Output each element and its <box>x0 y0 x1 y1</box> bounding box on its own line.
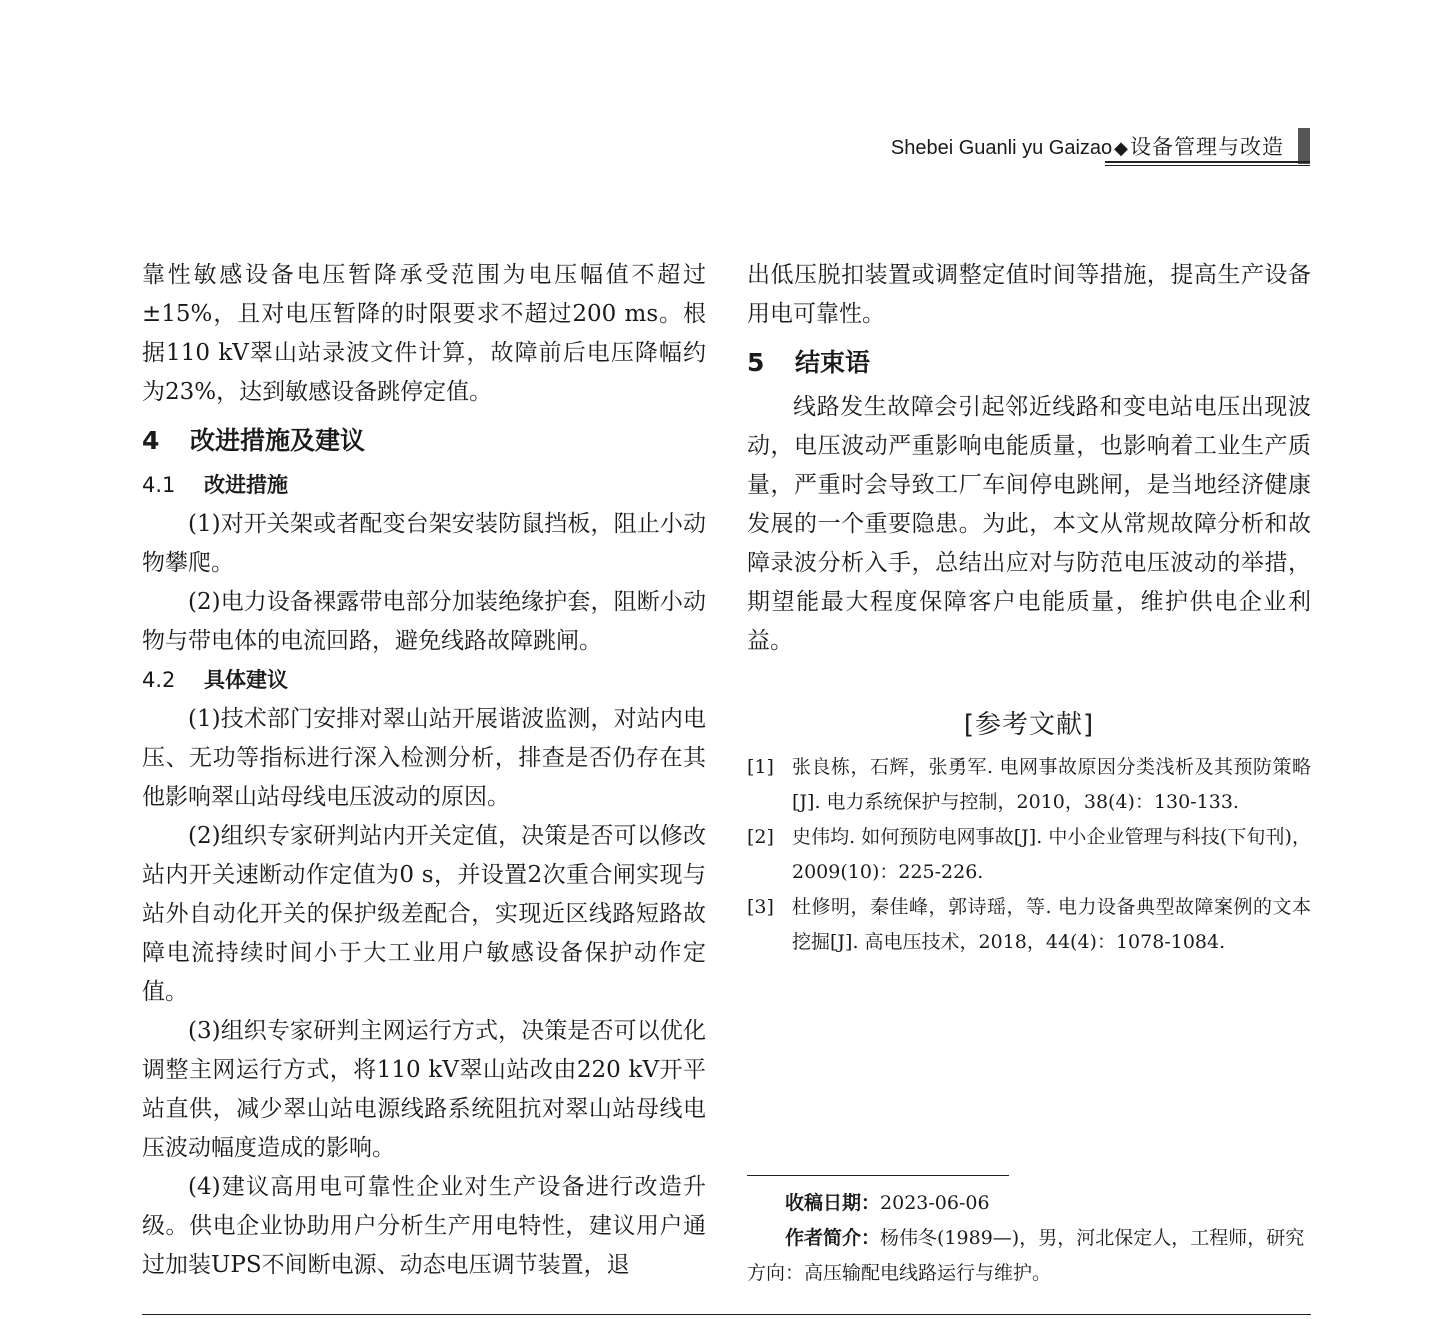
reference-text: 史伟均. 如何预防电网事故[J]. 中小企业管理与科技(下旬刊)，2009(10)：225-226. <box>792 826 1311 883</box>
subsection-title: 具体建议 <box>204 668 288 692</box>
subsection-heading-4-2 <box>142 661 706 700</box>
paragraph: (3)组织专家研判主网运行方式，决策是否可以优化调整主网运行方式，将110 kV翠山站改由220 kV开平站直供，减少翠山站电源线路系统阻抗对翠山站母线电压波动幅度造成的影响。 <box>142 1018 706 1161</box>
subsection-number: 4.1 <box>142 473 176 497</box>
author-bio <box>747 1221 1311 1291</box>
paragraph: (1)对开关架或者配变台架安装防鼠挡板，阻止小动物攀爬。 <box>142 511 706 576</box>
right-column <box>747 256 1311 661</box>
paragraph: (2)电力设备裸露带电部分加装绝缘护套，阻断小动物与带电体的电流回路，避免线路故障跳闸。 <box>142 589 706 654</box>
section-heading-5 <box>747 348 1311 378</box>
paragraph: 靠性敏感设备电压暂降承受范围为电压幅值不超过±15%，且对电压暂降的时限要求不超过200 ms。根据110 kV翠山站录波文件计算，故障前后电压降幅约为23%，达到敏感设备跳停定值。 <box>142 262 706 405</box>
page-bottom-rule <box>142 1314 1311 1315</box>
footnote-rule <box>747 1175 1009 1176</box>
header-rule <box>1105 161 1310 163</box>
received-date-label: 收稿日期： <box>785 1192 881 1214</box>
reference-item <box>747 820 1311 890</box>
section-number: 5 <box>747 348 765 377</box>
paragraph: 线路发生故障会引起邻近线路和变电站电压出现波动，电压波动严重影响电能质量，也影响着工业生产质量，严重时会导致工厂车间停电跳闸，是当地经济健康发展的一个重要隐患。为此，本文从常规故障分析和故障录波分析入手，总结出应对与防范电压波动的举措，期望能最大程度保障客户电能质量，维护供电企业利益。 <box>747 394 1311 654</box>
subsection-title: 改进措施 <box>204 473 288 497</box>
author-bio-label: 作者简介： <box>785 1227 881 1249</box>
reference-list <box>747 750 1311 960</box>
author-bio-value: 杨伟冬(1989—)，男，河北保定人，工程师，研究方向：高压输配电线路运行与维护。 <box>747 1227 1305 1284</box>
received-date-value: 2023-06-06 <box>880 1192 990 1214</box>
reference-number: [3] <box>747 896 774 918</box>
section-title: 改进措施及建议 <box>190 426 366 455</box>
reference-text: 张良栋，石辉，张勇军. 电网事故原因分类浅析及其预防策略[J]. 电力系统保护与控制，2010，38(4)：130-133. <box>792 756 1311 813</box>
paragraph: (2)组织专家研判站内开关定值，决策是否可以修改站内开关速断动作定值为0 s，并设置2次重合闸实现与站外自动化开关的保护级差配合，实现近区线路短路故障电流持续时间小于大工业用户敏感设备保护动作定值。 <box>142 823 706 1005</box>
reference-number: [1] <box>747 756 774 778</box>
reference-number: [2] <box>747 826 774 848</box>
subsection-number: 4.2 <box>142 668 176 692</box>
left-column <box>142 256 706 1285</box>
reference-text: 杜修明，秦佳峰，郭诗瑶，等. 电力设备典型故障案例的文本挖掘[J]. 高电压技术，2018，44(4)：1078-1084. <box>792 896 1311 953</box>
journal-title-latin: Shebei Guanli yu Gaizao <box>890 137 1113 159</box>
reference-item <box>747 750 1311 820</box>
section-number: 4 <box>142 426 160 455</box>
reference-item <box>747 890 1311 960</box>
references-heading: [参考文献] <box>963 710 1095 740</box>
section-heading-4 <box>142 426 706 456</box>
received-date <box>747 1186 1311 1221</box>
journal-title-chinese: 设备管理与改造 <box>1130 135 1284 159</box>
header-rule-thin <box>1105 165 1310 166</box>
section-title: 结束语 <box>795 348 871 377</box>
paragraph: (1)技术部门安排对翠山站开展谐波监测，对站内电压、无功等指标进行深入检测分析，排查是否仍存在其他影响翠山站母线电压波动的原因。 <box>142 706 706 810</box>
header-marker-bar <box>1298 128 1310 164</box>
running-header <box>840 124 1310 170</box>
diamond-icon: ◆ <box>1114 138 1128 159</box>
journal-title <box>891 134 1284 162</box>
footnote <box>747 1186 1311 1291</box>
paragraph: 出低压脱扣装置或调整定值时间等措施，提高生产设备用电可靠性。 <box>747 262 1311 327</box>
subsection-heading-4-1 <box>142 466 706 505</box>
paragraph: (4)建议高用电可靠性企业对生产设备进行改造升级。供电企业协助用户分析生产用电特性，建议用户通过加装UPS不间断电源、动态电压调节装置，退 <box>142 1174 706 1278</box>
